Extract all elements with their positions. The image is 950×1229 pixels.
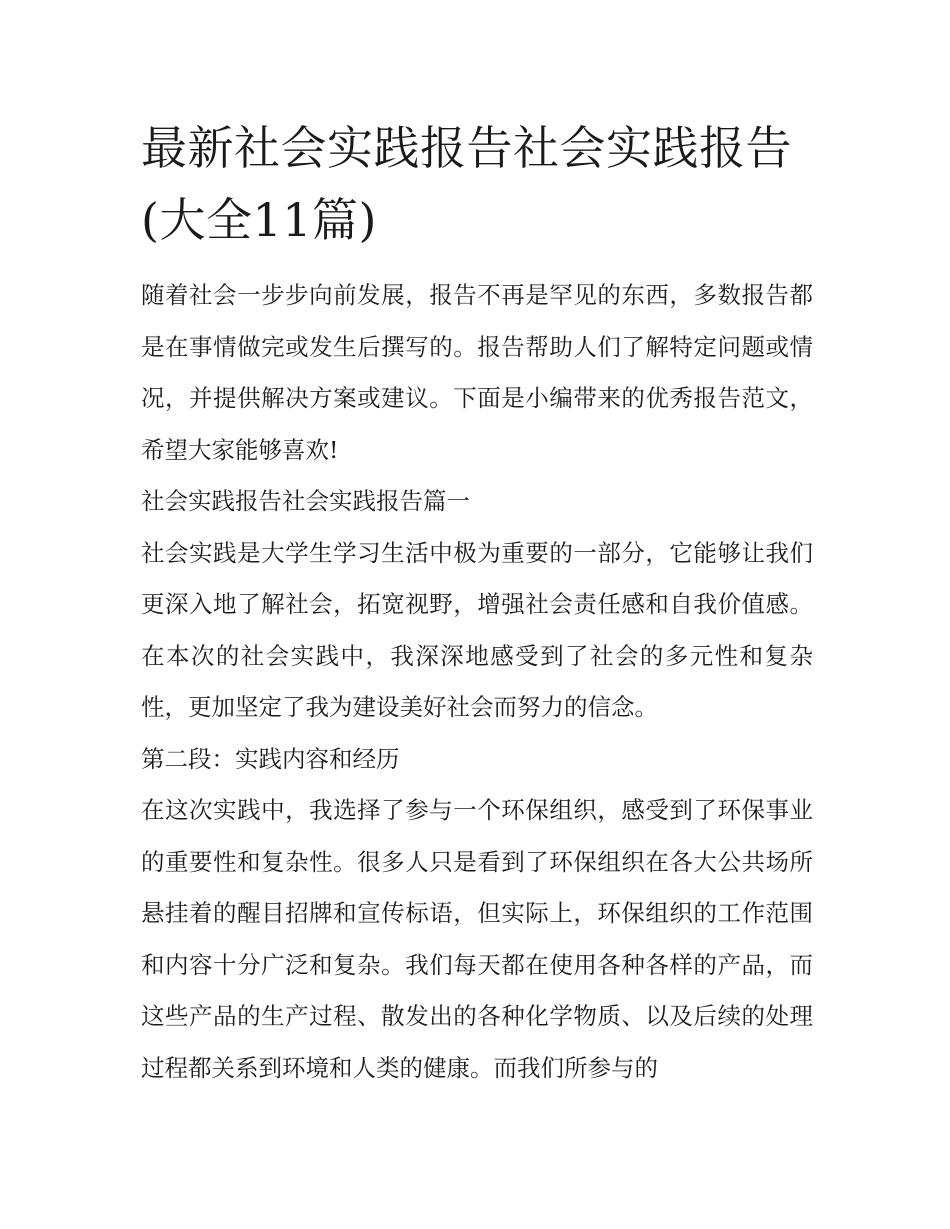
section-heading: 社会实践报告社会实践报告篇一 <box>141 487 470 515</box>
intro-paragraph: 随着社会一步步向前发展，报告不再是罕见的东西，多数报告都是在事情做完或发生后撰写的。报告帮助人们了解特定问题或情况，并提供解决方案或建议。下面是小编带来的优秀报告范文，希望大家能够喜欢! <box>141 281 813 464</box>
body-paragraph: 社会实践是大学生学习生活中极为重要的一部分，它能够让我们更深入地了解社会，拓宽视野，增强社会责任感和自我价值感。在本次的社会实践中，我深深地感受到了社会的多元性和复杂性，更加坚定了我为建设美好社会而努力的信念。 <box>141 538 813 721</box>
subsection-heading: 第二段：实践内容和经历 <box>141 744 400 773</box>
document-content <box>141 112 813 1094</box>
document-body <box>141 270 813 1094</box>
body-paragraph: 在这次实践中，我选择了参与一个环保组织，感受到了环保事业的重要性和复杂性。很多人只是看到了环保组织在各大公共场所悬挂着的醒目招牌和宣传标语，但实际上，环保组织的工作范围和内容十分广泛和复杂。我们每天都在使用各种各样的产品，而这些产品的生产过程、散发出的各种化学物质、以及后续的处理过程都关系到环境和人类的健康。而我们所参与的 <box>141 796 813 1082</box>
document-title: 最新社会实践报告社会实践报告(大全11篇) <box>141 121 792 247</box>
